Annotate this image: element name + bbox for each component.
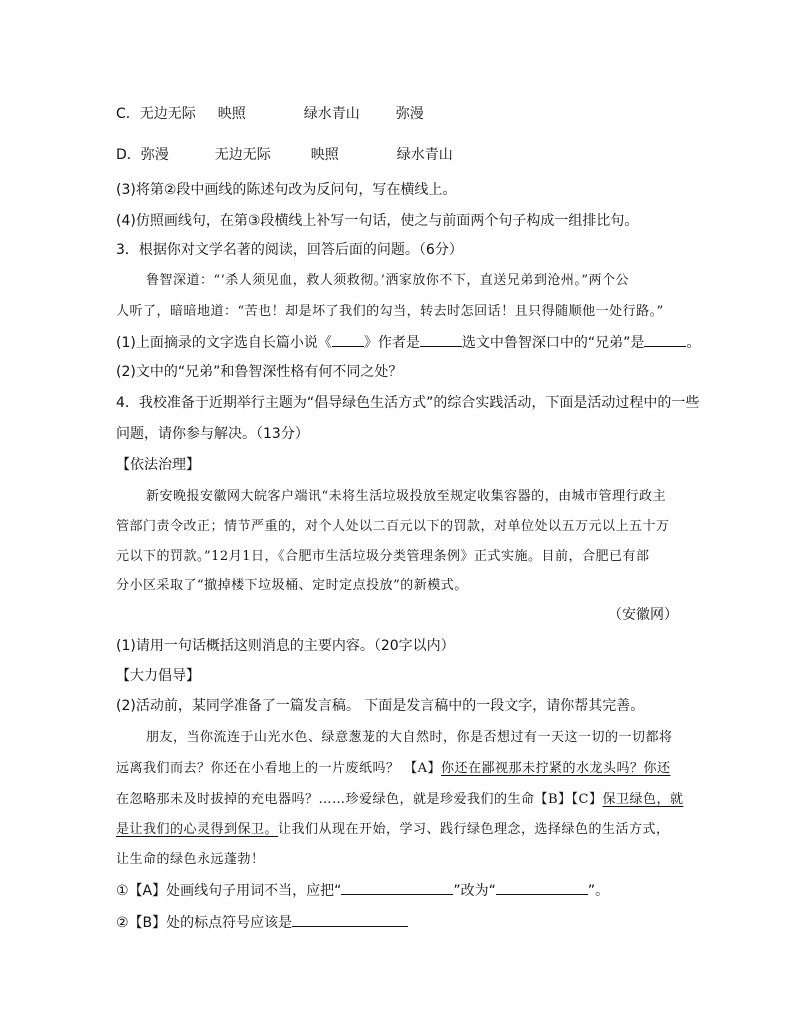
- question-3-title: 3．根据你对文学名著的阅读，回答后面的问题。（6分）: [116, 242, 463, 258]
- section-law: 【依法治理】: [116, 457, 200, 473]
- option-c-word-4: 弥漫: [395, 106, 424, 122]
- item-a-text-a: ①【A】处画线句子用词不当，应把“: [116, 883, 342, 899]
- speech-line-5: 让生命的绿色永远蓬勃！: [116, 852, 265, 867]
- underlined-sentence-c-start: 保卫绿色，就: [602, 792, 684, 807]
- option-d-label: D．: [116, 147, 141, 163]
- q3-passage-line-1: 鲁智深道：“‘杀人须见血，救人须救彻。’洒家放你不下，直送兄弟到沧州。”两个公: [146, 273, 630, 288]
- option-c: [116, 104, 424, 124]
- news-line-4: 分小区采取了“撤掉楼下垃圾桶、定时定点投放”的新模式。: [116, 578, 468, 593]
- question-2-4: (4)仿照画线句，在第③段横线上补写一句话，使之与前面两个句子构成一组排比句。: [116, 213, 639, 229]
- underlined-sentence-c-end: 是让我们的心灵得到保卫。: [116, 822, 279, 837]
- speech-line-2: [116, 759, 671, 779]
- question-4-title-line-1: 4．我校准备于近期举行主题为“倡导绿色生活方式”的综合实践活动，下面是活动过程中的一些: [116, 395, 700, 411]
- option-c-word-3: 绿水青山: [303, 106, 360, 122]
- q3-passage-line-2: 人听了，暗暗地道：“苦也！却是坏了我们的勾当，转去时怎回话！且只得随顺他一处行路。”: [116, 304, 664, 319]
- speech-line-1: 朋友，当你流连于山光水色、绿意葱茏的大自然时，你是否想过有一天这一切的一切都将: [146, 730, 673, 745]
- option-c-word-2: 映照: [217, 106, 246, 122]
- question-4-title-line-2: 问题，请你参与解决。（13分）: [116, 426, 309, 442]
- punctuation-blank[interactable]: [292, 912, 408, 927]
- section-advocacy: 【大力倡导】: [116, 668, 200, 684]
- speech-line-2-text: 远离我们而去？你还在小看地上的一片废纸吗？ 【A】: [116, 761, 442, 776]
- brother-blank[interactable]: [644, 332, 686, 347]
- q3-sub-1-text-b: 》作者是: [363, 335, 420, 351]
- option-d-word-3: 映照: [310, 147, 339, 163]
- item-a-text-b: ”改为“: [453, 883, 496, 899]
- item-a-text-c: ”。: [587, 883, 610, 899]
- option-d-word-1: 弥漫: [140, 147, 169, 163]
- news-line-1: 新安晚报安徽网大皖客户端讯“未将生活垃圾投放至规定收集容器的，由城市管理行政主: [146, 489, 667, 504]
- wrong-word-blank[interactable]: [341, 880, 453, 895]
- speech-line-3-text: 在忽略那未及时拔掉的充电器吗？……珍爱绿色，就是珍爱我们的生命【B】【C】: [116, 792, 603, 807]
- item-a: [116, 880, 609, 901]
- q3-sub-2: (2)文中的“兄弟”和鲁智深性格有何不同之处？: [116, 364, 403, 380]
- question-2-3: (3)将第②段中画线的陈述句改为反问句，写在横线上。: [116, 182, 457, 198]
- option-c-label: C．: [116, 106, 140, 122]
- speech-line-4-text: 让我们从现在开始，学习、践行绿色理念，选择绿色的生活方式，: [278, 822, 670, 837]
- option-d-word-4: 绿水青山: [396, 147, 453, 163]
- speech-line-4: [116, 820, 670, 840]
- q4-sub-1: (1)请用一句话概括这则消息的主要内容。（20字以内）: [116, 638, 455, 654]
- news-line-3: 元以下的罚款。”12月1日，《合肥市生活垃圾分类管理条例》正式实施。目前，合肥已有部: [116, 549, 650, 564]
- q3-sub-1-text-c: 选文中鲁智深口中的“兄弟”是: [461, 335, 645, 351]
- underlined-sentence-a: 你还在鄙视那未拧紧的水龙头吗？你还: [441, 761, 671, 776]
- news-line-2: 管部门责令改正；情节严重的，对个人处以二百元以下的罚款，对单位处以五万元以上五十万: [116, 519, 670, 534]
- speech-line-3: [116, 790, 684, 810]
- author-blank[interactable]: [420, 332, 462, 347]
- q4-sub-2: (2)活动前，某同学准备了一篇发言稿。 下面是发言稿中的一段文字，请你帮其完善。: [116, 698, 645, 714]
- q3-sub-1-text-d: 。: [686, 335, 701, 351]
- option-d: [116, 145, 453, 165]
- news-source: （安徽网）: [608, 607, 678, 623]
- novel-title-blank[interactable]: [332, 332, 364, 347]
- item-b: [116, 912, 408, 933]
- q3-sub-1-text-a: (1)上面摘录的文字选自长篇小说《: [116, 335, 332, 351]
- option-c-word-1: 无边无际: [139, 106, 196, 122]
- q3-sub-1: [116, 332, 700, 353]
- option-d-word-2: 无边无际: [214, 147, 271, 163]
- correct-word-blank[interactable]: [496, 880, 588, 895]
- item-b-text: ②【B】处的标点符号应该是: [116, 915, 293, 931]
